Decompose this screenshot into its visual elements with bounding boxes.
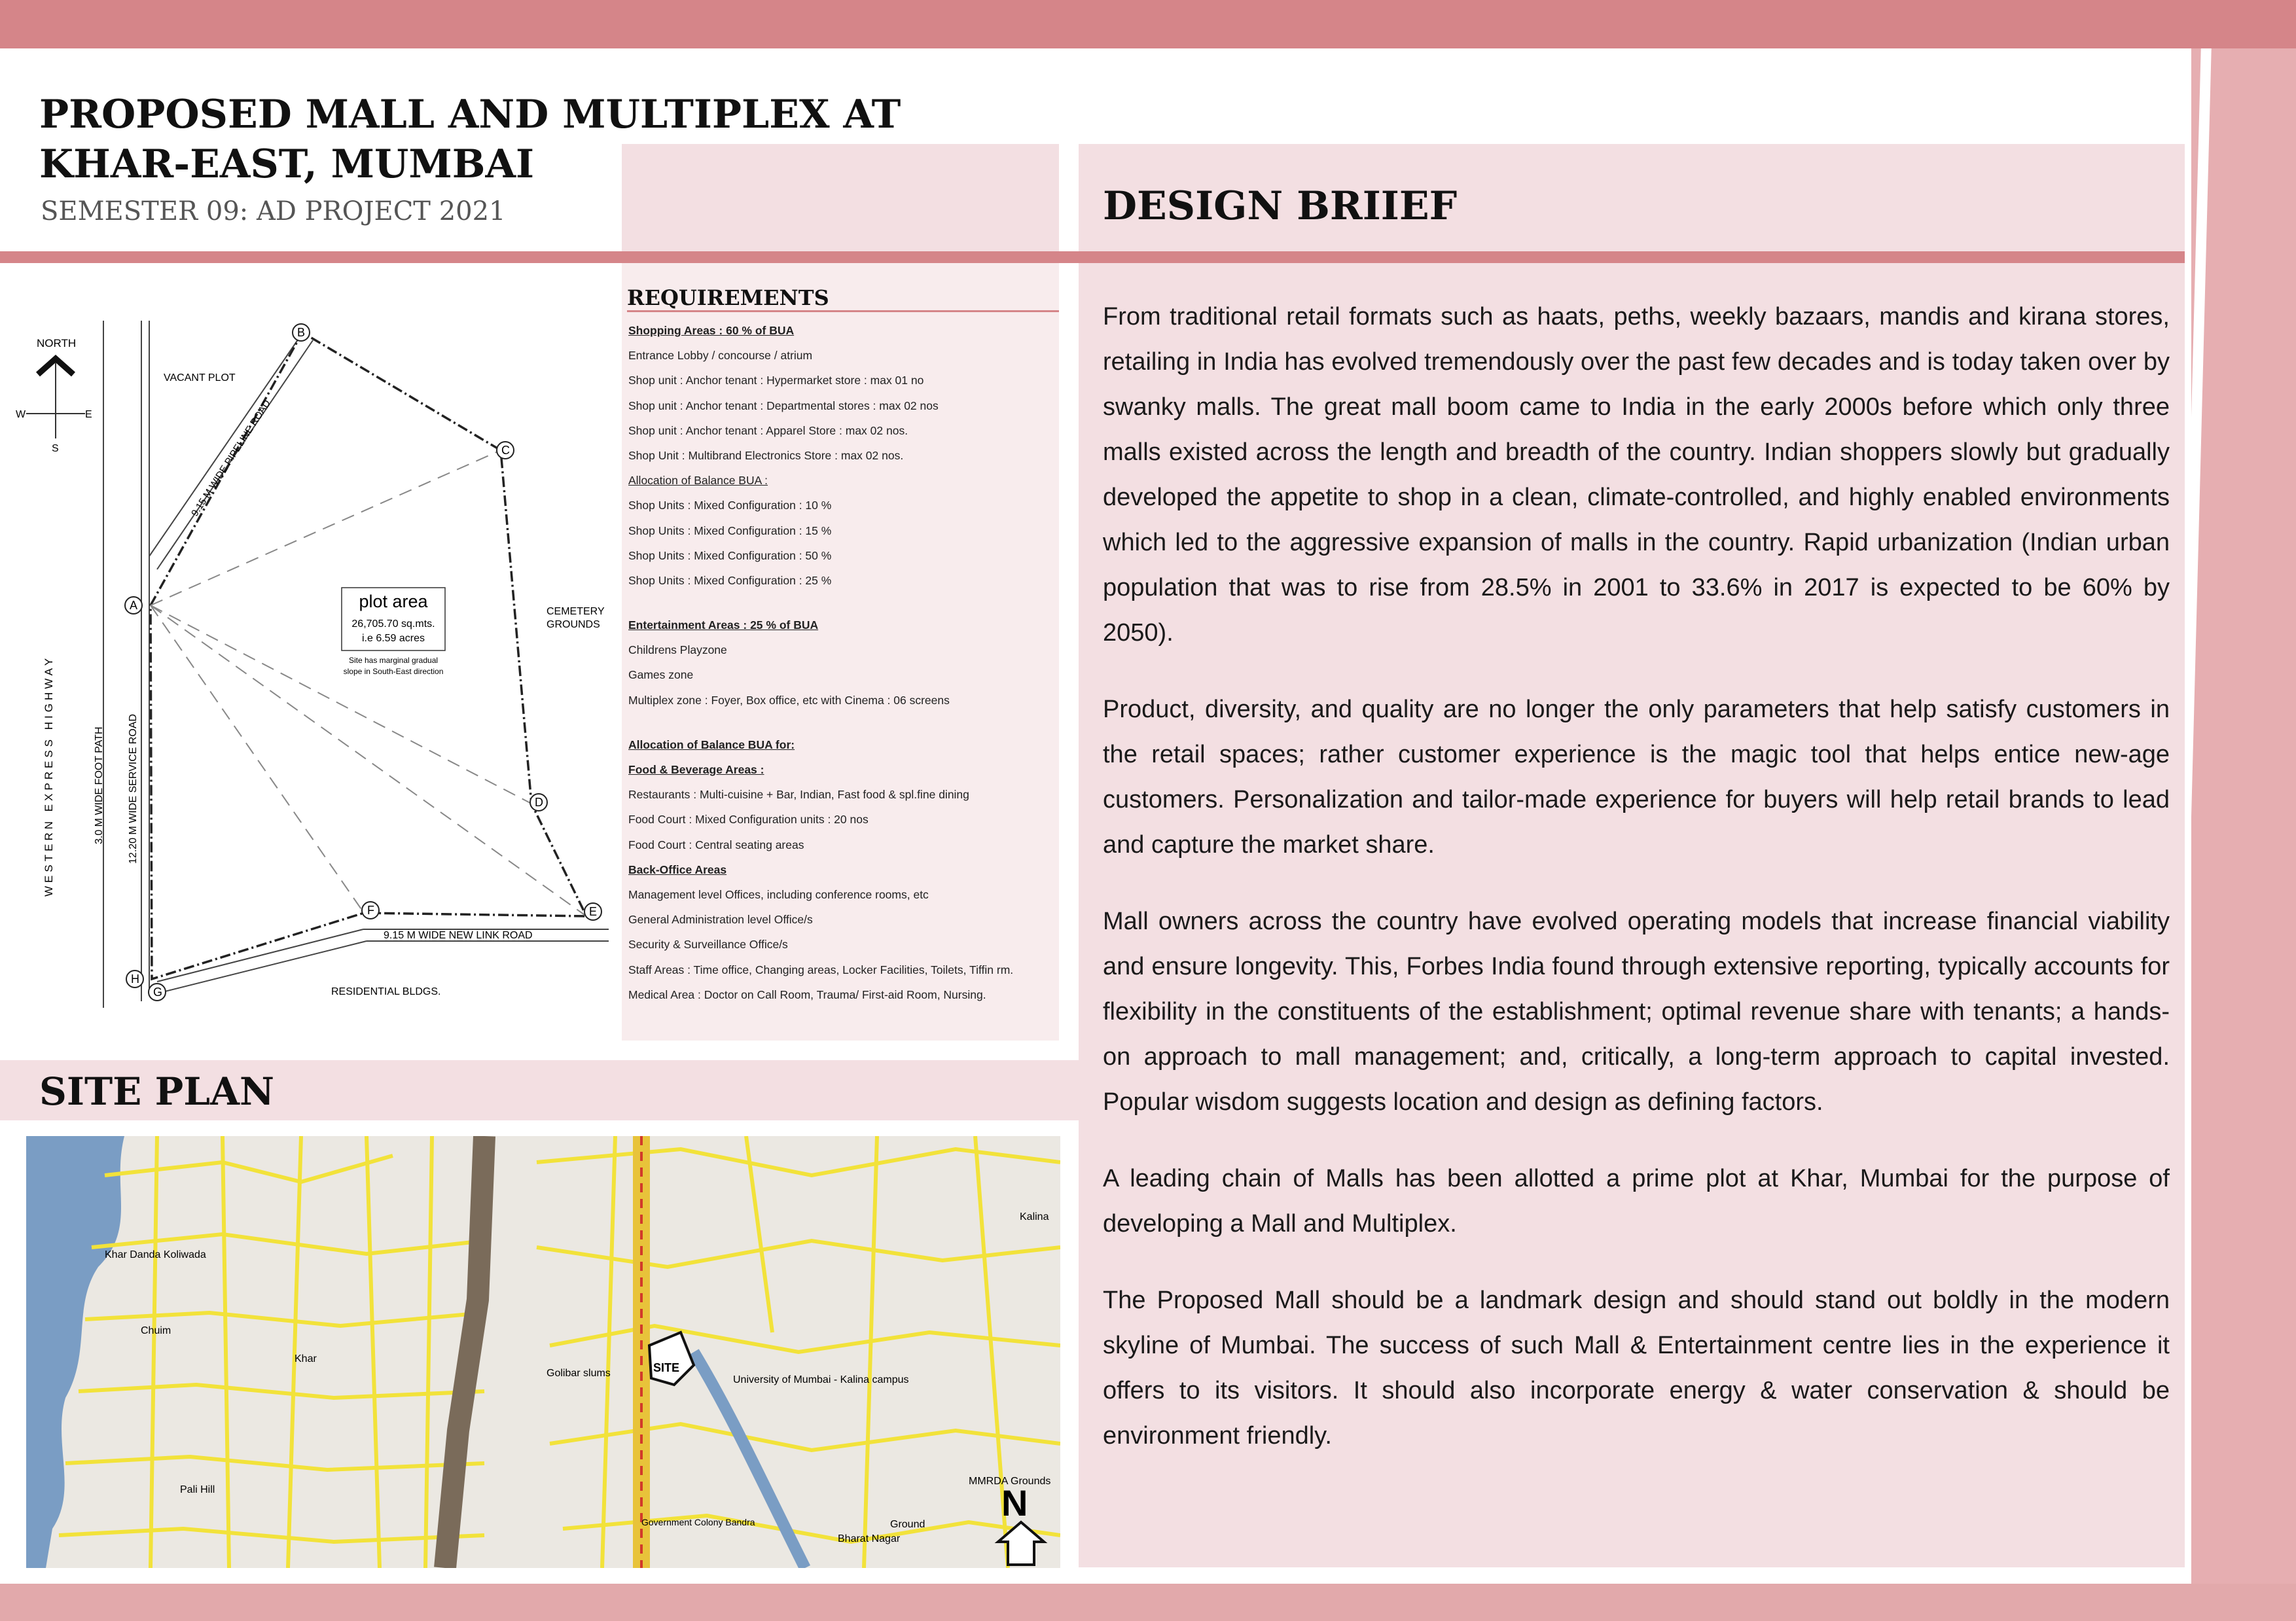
- compass-west-label: W: [16, 409, 26, 420]
- service-road-label: 12.20 M WIDE SERVICE ROAD: [128, 713, 139, 864]
- requirement-item: Restaurants : Multi-cuisine + Bar, Indian, Fast food & spl.fine dining: [628, 788, 969, 802]
- requirement-heading: Food & Beverage Areas :: [628, 763, 764, 776]
- requirement-item: Shop Units : Mixed Configuration : 50 %: [628, 548, 832, 562]
- requirement-item: Shop unit : Anchor tenant : Apparel Store : max 02 nos.: [628, 423, 908, 437]
- map-label-chuim: Chuim: [141, 1325, 171, 1336]
- requirement-item: Shop unit : Anchor tenant : Hypermarket store : max 01 no: [628, 374, 924, 387]
- cemetery-label-line1: CEMETERY: [547, 606, 605, 617]
- brief-paragraph: Mall owners across the country have evolved operating models that increase financial viability and ensure longevity. This, Forbes India found through extensive reporting, typically accounts for flexibility in the constituents of the establishment; optimal revenue share with tenants; a hands-on approach to mall management; and, critically, a long-term approach to capital invested. Popular wisdom suggests location and design as defining factors.: [1103, 908, 2170, 1116]
- compass-north-label: NORTH: [37, 337, 77, 349]
- page-title-line1: PROPOSED MALL AND MULTIPLEX AT: [39, 92, 901, 137]
- requirement-heading: Shopping Areas : 60 % of BUA: [628, 324, 795, 337]
- requirement-item: Medical Area : Doctor on Call Room, Trauma/ First-aid Room, Nursing.: [628, 988, 986, 1001]
- site-plan-title: SITE PLAN: [39, 1069, 274, 1114]
- foot-path-label: 3.0 M WIDE FOOT PATH: [94, 726, 105, 844]
- compass-south-label: S: [52, 443, 59, 454]
- requirement-item: Shop Unit : Multibrand Electronics Store : max 02 nos.: [628, 448, 904, 462]
- requirement-item: Shop unit : Anchor tenant : Departmental stores : max 02 nos: [628, 399, 939, 412]
- requirement-item: Management level Offices, including conference rooms, etc: [628, 887, 929, 901]
- map-label-ground: Ground: [890, 1519, 925, 1530]
- plot-area-sqm: 26,705.70 sq.mts.: [351, 618, 435, 630]
- point-label-f: F: [367, 904, 374, 917]
- map-label-khar-danda: Khar Danda Koliwada: [105, 1249, 206, 1260]
- header-divider: [0, 251, 2185, 263]
- requirement-item: Food Court : Central seating areas: [628, 838, 804, 851]
- brief-paragraph: The Proposed Mall should be a landmark design and should stand out boldly in the modern skyline of Mumbai. The success of such Mall & Entertainment centre lies in the experience it offers to its visitors. It should also incorporate energy & water conservation & should be environment friendly.: [1103, 1287, 2170, 1450]
- requirement-gap: [628, 713, 1060, 732]
- map-land: [26, 1136, 1060, 1568]
- requirement-heading: Back-Office Areas: [628, 863, 727, 876]
- map-label-govt-colony: Government Colony Bandra: [641, 1517, 755, 1527]
- requirement-subheading: Allocation of Balance BUA :: [628, 474, 768, 488]
- location-map: [26, 1136, 1060, 1568]
- point-label-d: D: [535, 796, 543, 809]
- design-brief-body: [1103, 294, 2170, 1490]
- requirement-item: Security & Surveillance Office/s: [628, 938, 788, 952]
- brief-paragraph: A leading chain of Malls has been allotted a prime plot at Khar, Mumbai for the purpose of developing a Mall and Multiplex.: [1103, 1165, 2170, 1238]
- requirement-item: Food Court : Mixed Configuration units : 20 nos: [628, 813, 869, 827]
- point-label-e: E: [589, 905, 598, 918]
- brief-paragraph: From traditional retail formats such as haats, peths, weekly bazaars, mandis and kirana stores, retailing in India has evolved tremendously over the past few decades and is today taken over by swanky malls. The great mall boom came to India in the early 2000s before which only three malls existed across the length and breadth of the country. Indian shoppers slowly but gradually developed the appetite to shop in a clean, climate-controlled, and highly enabled environments which led to the aggressive expansion of malls in the country. Rapid urbanization (Indian urban population that was to rise from 28.5% in 2001 to 33.6% in 2017 is expected to be 60% by 2050).: [1103, 303, 2170, 647]
- requirement-item: Multiplex zone : Foyer, Box office, etc with Cinema : 06 screens: [628, 693, 950, 707]
- requirement-item: Staff Areas : Time office, Changing areas, Locker Facilities, Toilets, Tiffin rm.: [628, 963, 1014, 976]
- plot-sight-lines: [151, 450, 586, 916]
- point-label-c: C: [501, 444, 510, 457]
- residential-label: RESIDENTIAL BLDGS.: [331, 986, 441, 997]
- brief-paragraph: Product, diversity, and quality are no longer the only parameters that help satisfy customers in the retail spaces; rather customer experience is the magic tool that helps entice new-age customers. Personalization and tailor-made experience for buyers will help retail brands to lead and capture the market share.: [1103, 696, 2170, 859]
- requirements-title: REQUIREMENTS: [627, 285, 829, 310]
- map-label-kalina: Kalina: [1020, 1211, 1049, 1222]
- map-site-label: SITE: [653, 1361, 680, 1374]
- top-band: [0, 0, 2296, 48]
- map-label-bharat-nagar: Bharat Nagar: [838, 1533, 901, 1544]
- requirement-heading: Allocation of Balance BUA for:: [628, 738, 795, 751]
- slope-note-line2: slope in South-East direction: [343, 667, 444, 676]
- requirements-rule: [627, 310, 1059, 312]
- requirement-item: Games zone: [628, 668, 694, 682]
- plot-area-title: plot area: [359, 592, 428, 611]
- point-label-b: B: [297, 326, 306, 339]
- requirement-item: Shop Units : Mixed Configuration : 25 %: [628, 573, 832, 587]
- map-north-label: N: [1001, 1482, 1028, 1523]
- compass-east-label: E: [85, 409, 92, 420]
- map-label-golibar: Golibar slums: [547, 1368, 611, 1379]
- requirements-panel-top: [622, 144, 1059, 251]
- site-plan-drawing: [0, 308, 622, 1014]
- right-decorative-strip: [2191, 48, 2296, 1585]
- vacant-plot-label: VACANT PLOT: [164, 372, 236, 383]
- requirement-gap: [628, 593, 1060, 613]
- map-label-pali-hill: Pali Hill: [180, 1484, 215, 1495]
- point-label-g: G: [153, 986, 163, 999]
- bottom-band: [0, 1584, 2296, 1621]
- requirement-item: Shop Units : Mixed Configuration : 10 %: [628, 499, 832, 512]
- design-brief-heading: DESIGN BRIIEF: [1103, 183, 1458, 229]
- map-label-mmrda: MMRDA Grounds: [969, 1476, 1051, 1487]
- compass-icon: [26, 359, 85, 438]
- slope-note-line1: Site has marginal gradual: [348, 656, 439, 665]
- requirement-item: Childrens Playzone: [628, 643, 727, 657]
- page-subtitle: SEMESTER 09: AD PROJECT 2021: [41, 196, 506, 226]
- map-label-khar: Khar: [295, 1353, 317, 1364]
- requirement-heading: Entertainment Areas : 25 % of BUA: [628, 618, 819, 632]
- requirement-item: Shop Units : Mixed Configuration : 15 %: [628, 524, 832, 537]
- requirement-item: Entrance Lobby / concourse / atrium: [628, 349, 813, 363]
- point-label-a: A: [130, 599, 138, 612]
- cemetery-label-line2: GROUNDS: [547, 619, 600, 630]
- map-label-university: University of Mumbai - Kalina campus: [733, 1374, 909, 1385]
- link-road-label: 9.15 M WIDE NEW LINK ROAD: [384, 930, 533, 941]
- requirement-item: General Administration level Office/s: [628, 913, 813, 927]
- highway-label: WESTERN EXPRESS HIGHWAY: [43, 654, 55, 897]
- pipeline-road-label: 9.15 M WIDE PIPELINE ROAD: [189, 398, 273, 519]
- page-title-line2: KHAR-EAST, MUMBAI: [39, 141, 535, 187]
- point-label-h: H: [131, 972, 139, 986]
- requirements-list: [628, 318, 1060, 1007]
- plot-area-acres: i.e 6.59 acres: [361, 633, 425, 644]
